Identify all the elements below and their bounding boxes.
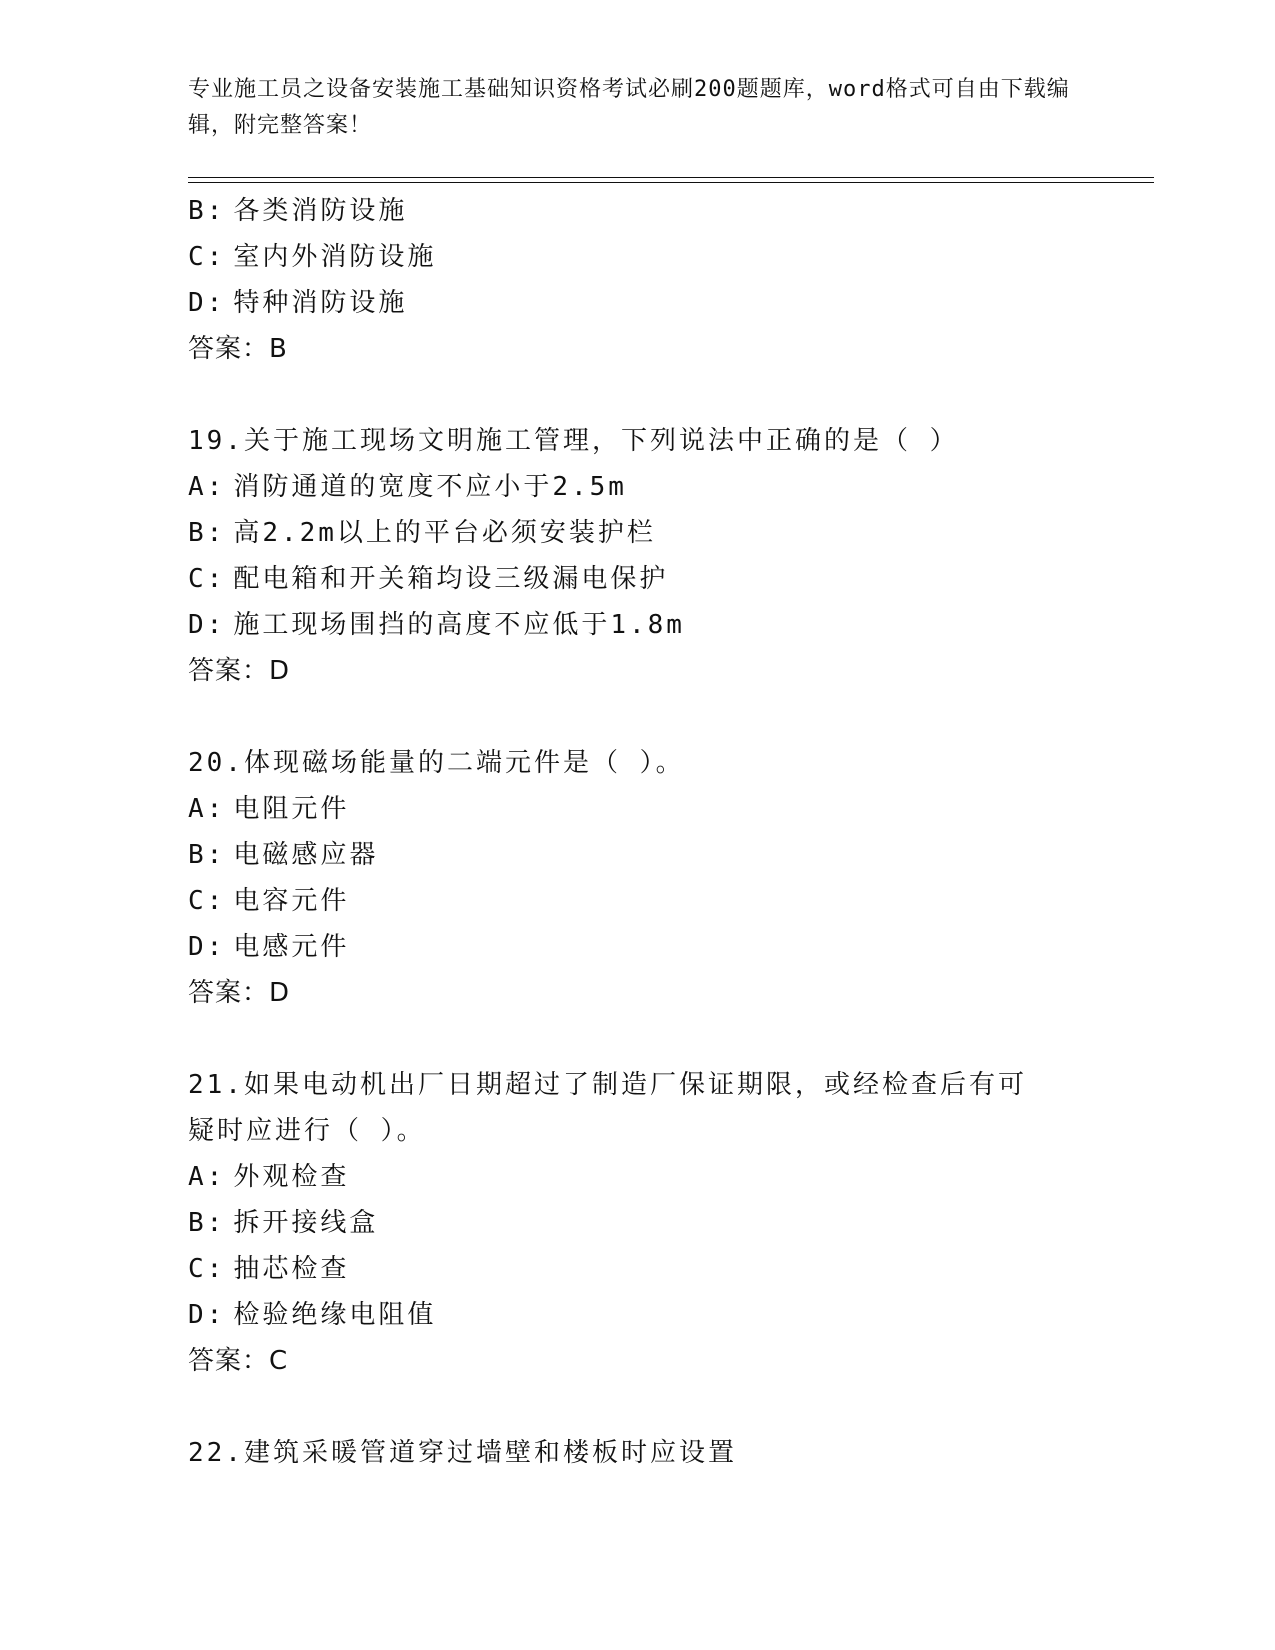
- question-stem-21: 21.如果电动机出厂日期超过了制造厂保证期限，或经检查后有可疑时应进行（ ）。: [188, 1070, 1027, 1146]
- option-a: A: 消防通道的宽度不应小于2.5m: [188, 472, 627, 502]
- question-stem-20: 20.体现磁场能量的二端元件是（ ）。: [188, 748, 685, 778]
- option-d: D: 电感元件: [188, 932, 350, 962]
- option-c: C: 抽芯检查: [188, 1254, 350, 1284]
- question-stem-22: 22.建筑采暖管道穿过墙壁和楼板时应设置: [188, 1438, 737, 1468]
- option-b: B: 各类消防设施: [188, 196, 408, 226]
- option-b: B: 电磁感应器: [188, 840, 379, 870]
- option-d: D: 特种消防设施: [188, 288, 408, 318]
- document-header: 专业施工员之设备安装施工基础知识资格考试必刷200题题库，word格式可自由下载编辑，附完整答案！: [188, 77, 1070, 138]
- answer-line: 答案：B: [188, 334, 288, 364]
- option-c: C: 配电箱和开关箱均设三级漏电保护: [188, 564, 669, 594]
- header-divider-bottom: [188, 182, 1154, 183]
- option-a: A: 电阻元件: [188, 794, 350, 824]
- option-c: C: 室内外消防设施: [188, 242, 437, 272]
- option-d: D: 施工现场围挡的高度不应低于1.8m: [188, 610, 685, 640]
- option-d: D: 检验绝缘电阻值: [188, 1300, 437, 1330]
- header-divider-top: [188, 177, 1154, 178]
- option-b: B: 拆开接线盒: [188, 1208, 379, 1238]
- option-a: A: 外观检查: [188, 1162, 350, 1192]
- question-list: [188, 188, 1088, 1476]
- option-b: B: 高2.2m以上的平台必须安装护栏: [188, 518, 656, 548]
- answer-line: 答案：C: [188, 1346, 289, 1376]
- option-c: C: 电容元件: [188, 886, 350, 916]
- question-stem-19: 19.关于施工现场文明施工管理，下列说法中正确的是（ ）: [188, 426, 959, 456]
- answer-line: 答案：D: [188, 978, 291, 1008]
- answer-line: 答案：D: [188, 656, 291, 686]
